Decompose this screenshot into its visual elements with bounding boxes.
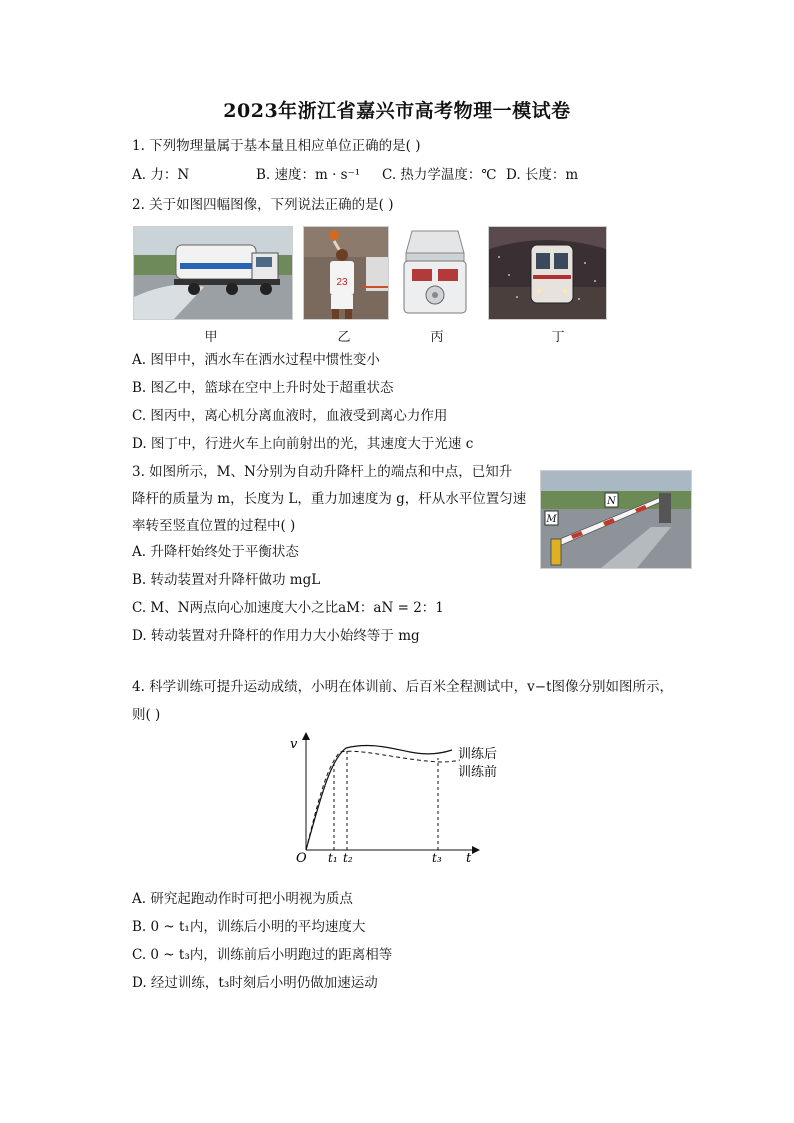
q2-option-a: A. 图甲中，洒水车在洒水过程中惯性变小 bbox=[132, 352, 380, 368]
q4-stem-line-1: 4. 科学训练可提升运动成绩，小明在体训前、后百米全程测试中，v−t图像分别如图所示， bbox=[132, 679, 674, 695]
q3-option-d: D. 转动装置对升降杆的作用力大小始终等于 mg bbox=[132, 628, 420, 644]
q3-option-c: C. M、N两点向心加速度大小之比aM：aN = 2：1 bbox=[132, 600, 444, 616]
curve-after-training bbox=[306, 745, 452, 850]
q4-option-d: D. 经过训练，t₃时刻后小明仍做加速运动 bbox=[132, 975, 378, 991]
q1-stem: 1. 下列物理量属于基本量且相应单位正确的是( ) bbox=[132, 138, 421, 154]
curve-before-training bbox=[306, 751, 460, 850]
photo-water-truck bbox=[133, 226, 293, 320]
x-axis-arrow bbox=[472, 846, 480, 854]
y-axis-label: v bbox=[290, 737, 298, 752]
svg-text:23: 23 bbox=[336, 277, 348, 288]
q4-option-c: C. 0 ~ t₃内，训练前后小明跑过的距离相等 bbox=[132, 947, 393, 963]
origin-label: O bbox=[296, 851, 307, 866]
caption-bing: 丙 bbox=[430, 330, 444, 345]
q2-option-d: D. 图丁中，行进火车上向前射出的光，其速度大于光速 c bbox=[132, 436, 474, 452]
q4-option-b: B. 0 ~ t₁内，训练后小明的平均速度大 bbox=[132, 919, 366, 935]
q1-option-b: B. 速度：m · s⁻¹ bbox=[256, 167, 361, 183]
q1-option-a: A. 力：N bbox=[132, 167, 190, 183]
y-axis-arrow bbox=[302, 732, 310, 740]
label-n: N bbox=[607, 496, 616, 507]
tick-t3: t₃ bbox=[432, 851, 442, 865]
q3-stem-line-3: 率转至竖直位置的过程中( ) bbox=[132, 518, 296, 534]
caption-ding: 丁 bbox=[551, 330, 565, 345]
photo-centrifuge bbox=[397, 226, 472, 320]
q1-option-d: D. 长度：m bbox=[506, 167, 579, 183]
q3-option-a: A. 升降杆始终处于平衡状态 bbox=[132, 544, 299, 560]
legend-after: 训练后 bbox=[458, 747, 498, 762]
label-m: M bbox=[546, 514, 557, 525]
photo-barrier-gate bbox=[540, 470, 692, 569]
caption-jia: 甲 bbox=[204, 330, 218, 345]
vt-graph bbox=[280, 730, 520, 870]
q4-stem-line-2: 则( ) bbox=[132, 707, 161, 723]
tick-t2: t₂ bbox=[343, 851, 353, 865]
x-axis-label: t bbox=[466, 851, 472, 866]
tick-t1: t₁ bbox=[328, 851, 338, 865]
q2-stem: 2. 关于如图四幅图像，下列说法正确的是( ) bbox=[132, 197, 394, 213]
legend-before: 训练前 bbox=[458, 765, 498, 780]
q3-stem-line-1: 3. 如图所示，M、N分别为自动升降杆上的端点和中点，已知升 bbox=[132, 464, 513, 480]
q2-option-c: C. 图丙中，离心机分离血液时，血液受到离心力作用 bbox=[132, 408, 448, 424]
q4-option-a: A. 研究起跑动作时可把小明视为质点 bbox=[132, 891, 353, 907]
photo-basketball-player bbox=[303, 226, 389, 320]
caption-yi: 乙 bbox=[337, 330, 351, 345]
q1-option-c: C. 热力学温度：℃ bbox=[382, 167, 497, 183]
photo-train bbox=[488, 226, 607, 320]
q3-stem-line-2: 降杆的质量为 m，长度为 L，重力加速度为 g，杆从水平位置匀速 bbox=[132, 491, 527, 507]
page-title: 2023年浙江省嘉兴市高考物理一模试卷 bbox=[223, 100, 571, 122]
q2-option-b: B. 图乙中，篮球在空中上升时处于超重状态 bbox=[132, 380, 394, 396]
q3-option-b: B. 转动装置对升降杆做功 mgL bbox=[132, 572, 321, 588]
